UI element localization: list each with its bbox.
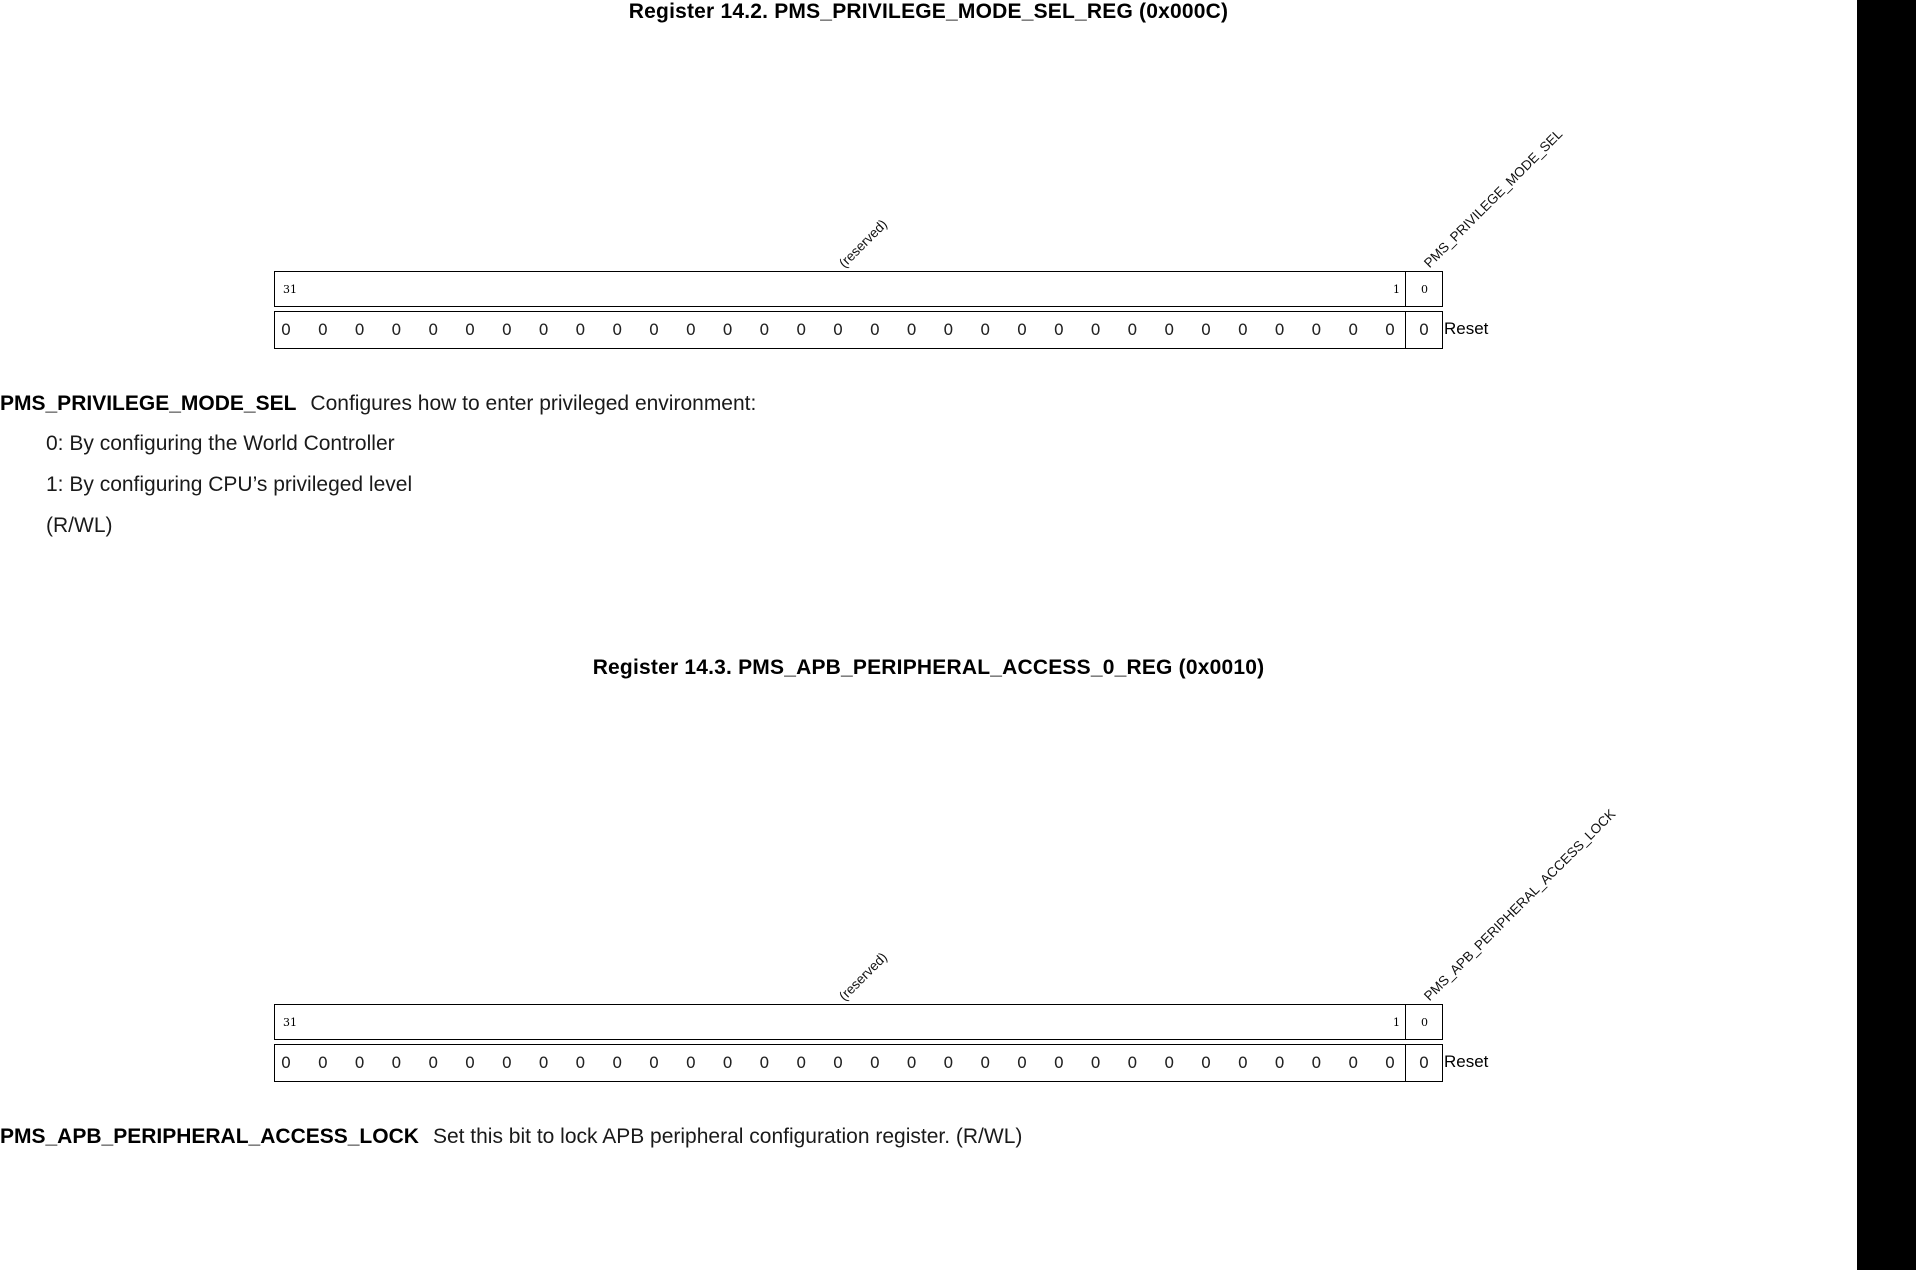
reset-bit-value: 0 (280, 1053, 292, 1072)
reset-bit-value: 0 (428, 320, 439, 339)
reset-bit-value: 0 (869, 1053, 880, 1072)
field-name: PMS_APB_PERIPHERAL_ACCESS_LOCK (0, 1125, 419, 1148)
field-reset-value: 0 (1418, 320, 1430, 339)
field-description-text: Set this bit to lock APB peripheral configuration register. (R/WL) (432, 1125, 1023, 1148)
reset-label: Reset (1444, 319, 1489, 338)
reset-bit-value: 0 (685, 320, 696, 339)
reset-bit-value: 0 (1090, 320, 1101, 339)
reset-bit-value: 0 (1053, 1053, 1064, 1072)
description-line: 1: By configuring CPU’s privileged level (46, 473, 413, 496)
field-name: PMS_PRIVILEGE_MODE_SEL (0, 392, 297, 415)
reset-bit-value: 0 (1053, 320, 1064, 339)
bit-number-row (274, 271, 1443, 307)
reset-bit-value: 0 (1311, 320, 1322, 339)
reset-bit-value: 0 (1311, 1053, 1322, 1072)
reset-bit-value: 0 (1200, 1053, 1212, 1072)
reset-bit-value: 0 (722, 320, 733, 339)
reset-bit-value: 0 (1237, 1053, 1248, 1072)
reset-bit-value: 0 (722, 1053, 733, 1072)
bit-low-label: 1 (1393, 283, 1400, 296)
reset-bit-value: 0 (832, 1053, 844, 1072)
reset-bit-value: 0 (280, 320, 292, 339)
reset-bit-value: 0 (1384, 1053, 1396, 1072)
register-title: Register 14.3. PMS_APB_PERIPHERAL_ACCESS_0_REG (0x0010) (592, 656, 1265, 679)
reset-bit-value: 0 (906, 1053, 917, 1072)
reset-label: Reset (1444, 1052, 1489, 1071)
reset-value-row (274, 311, 1443, 349)
reset-bit-value: 0 (538, 320, 549, 339)
register-diagram (274, 271, 1489, 349)
reset-bit-value: 0 (648, 1053, 660, 1072)
reserved-label: (reserved) (836, 949, 891, 1004)
reset-bit-value: 0 (943, 1053, 954, 1072)
reset-bit-value: 0 (648, 320, 660, 339)
reset-bit-value: 0 (943, 320, 954, 339)
reset-bit-value: 0 (906, 320, 917, 339)
reset-bit-value: 0 (575, 1053, 586, 1072)
field-description-text: Configures how to enter privileged environment: (310, 392, 757, 415)
register-title: Register 14.2. PMS_PRIVILEGE_MODE_SEL_REG (0x000C) (628, 0, 1229, 23)
bit-high-label: 31 (283, 1016, 297, 1029)
reset-bit-value: 0 (869, 320, 880, 339)
reset-bit-value: 0 (759, 320, 770, 339)
reset-bit-value: 0 (354, 320, 365, 339)
reset-bit-value: 0 (1164, 320, 1175, 339)
field-divider (1405, 1045, 1406, 1081)
reset-bit-value: 0 (1164, 1053, 1175, 1072)
reset-bit-value: 0 (538, 1053, 549, 1072)
reset-bit-value: 0 (1016, 1053, 1028, 1072)
reset-bit-value: 0 (317, 1053, 328, 1072)
bit-high-label: 31 (283, 283, 297, 296)
reset-bit-value: 0 (501, 320, 512, 339)
field-label: PMS_PRIVILEGE_MODE_SEL (1421, 126, 1566, 271)
reset-bit-value: 0 (1200, 320, 1212, 339)
reset-bit-value: 0 (796, 320, 807, 339)
reset-bit-value: 0 (391, 1053, 402, 1072)
bit-field-label: 0 (1421, 1016, 1428, 1029)
page-edge-bar (1857, 0, 1916, 1270)
reset-bit-value: 0 (1127, 1053, 1138, 1072)
reset-bit-value: 0 (1348, 1053, 1359, 1072)
reset-bit-value: 0 (612, 320, 623, 339)
reset-bit-value: 0 (832, 320, 844, 339)
reset-bit-value: 0 (354, 1053, 365, 1072)
field-description (0, 392, 756, 416)
reset-bit-value: 0 (1384, 320, 1396, 339)
reset-bit-value: 0 (464, 1053, 476, 1072)
field-divider (1405, 1005, 1406, 1039)
reset-value-row (274, 1044, 1443, 1082)
field-reset-value: 0 (1418, 1053, 1430, 1072)
register-diagram (274, 1004, 1489, 1082)
reset-bit-value: 0 (1237, 320, 1248, 339)
field-divider (1405, 312, 1406, 348)
reset-bit-value: 0 (796, 1053, 807, 1072)
field-divider (1405, 272, 1406, 306)
bit-number-row (274, 1004, 1443, 1040)
reset-bit-value: 0 (1348, 320, 1359, 339)
reset-bit-value: 0 (1090, 1053, 1101, 1072)
field-description (0, 1125, 1022, 1149)
reset-bit-value: 0 (391, 320, 402, 339)
reset-bit-value: 0 (1274, 1053, 1285, 1072)
reset-bit-value: 0 (1016, 320, 1028, 339)
reset-bit-value: 0 (759, 1053, 770, 1072)
reset-bit-value: 0 (612, 1053, 623, 1072)
description-line: (R/WL) (46, 514, 113, 537)
reset-bit-value: 0 (317, 320, 328, 339)
reset-bit-value: 0 (501, 1053, 512, 1072)
reserved-label: (reserved) (836, 216, 891, 271)
description-line: 0: By configuring the World Controller (46, 432, 395, 455)
reset-bit-value: 0 (575, 320, 586, 339)
reset-bit-value: 0 (980, 320, 991, 339)
bit-field-label: 0 (1421, 283, 1428, 296)
reset-bit-value: 0 (1127, 320, 1138, 339)
reset-bit-value: 0 (428, 1053, 439, 1072)
field-label: PMS_APB_PERIPHERAL_ACCESS_LOCK (1421, 806, 1619, 1004)
reset-bit-value: 0 (1274, 320, 1285, 339)
reset-bit-value: 0 (464, 320, 476, 339)
bit-low-label: 1 (1393, 1016, 1400, 1029)
reset-bit-value: 0 (980, 1053, 991, 1072)
reset-bit-value: 0 (685, 1053, 696, 1072)
